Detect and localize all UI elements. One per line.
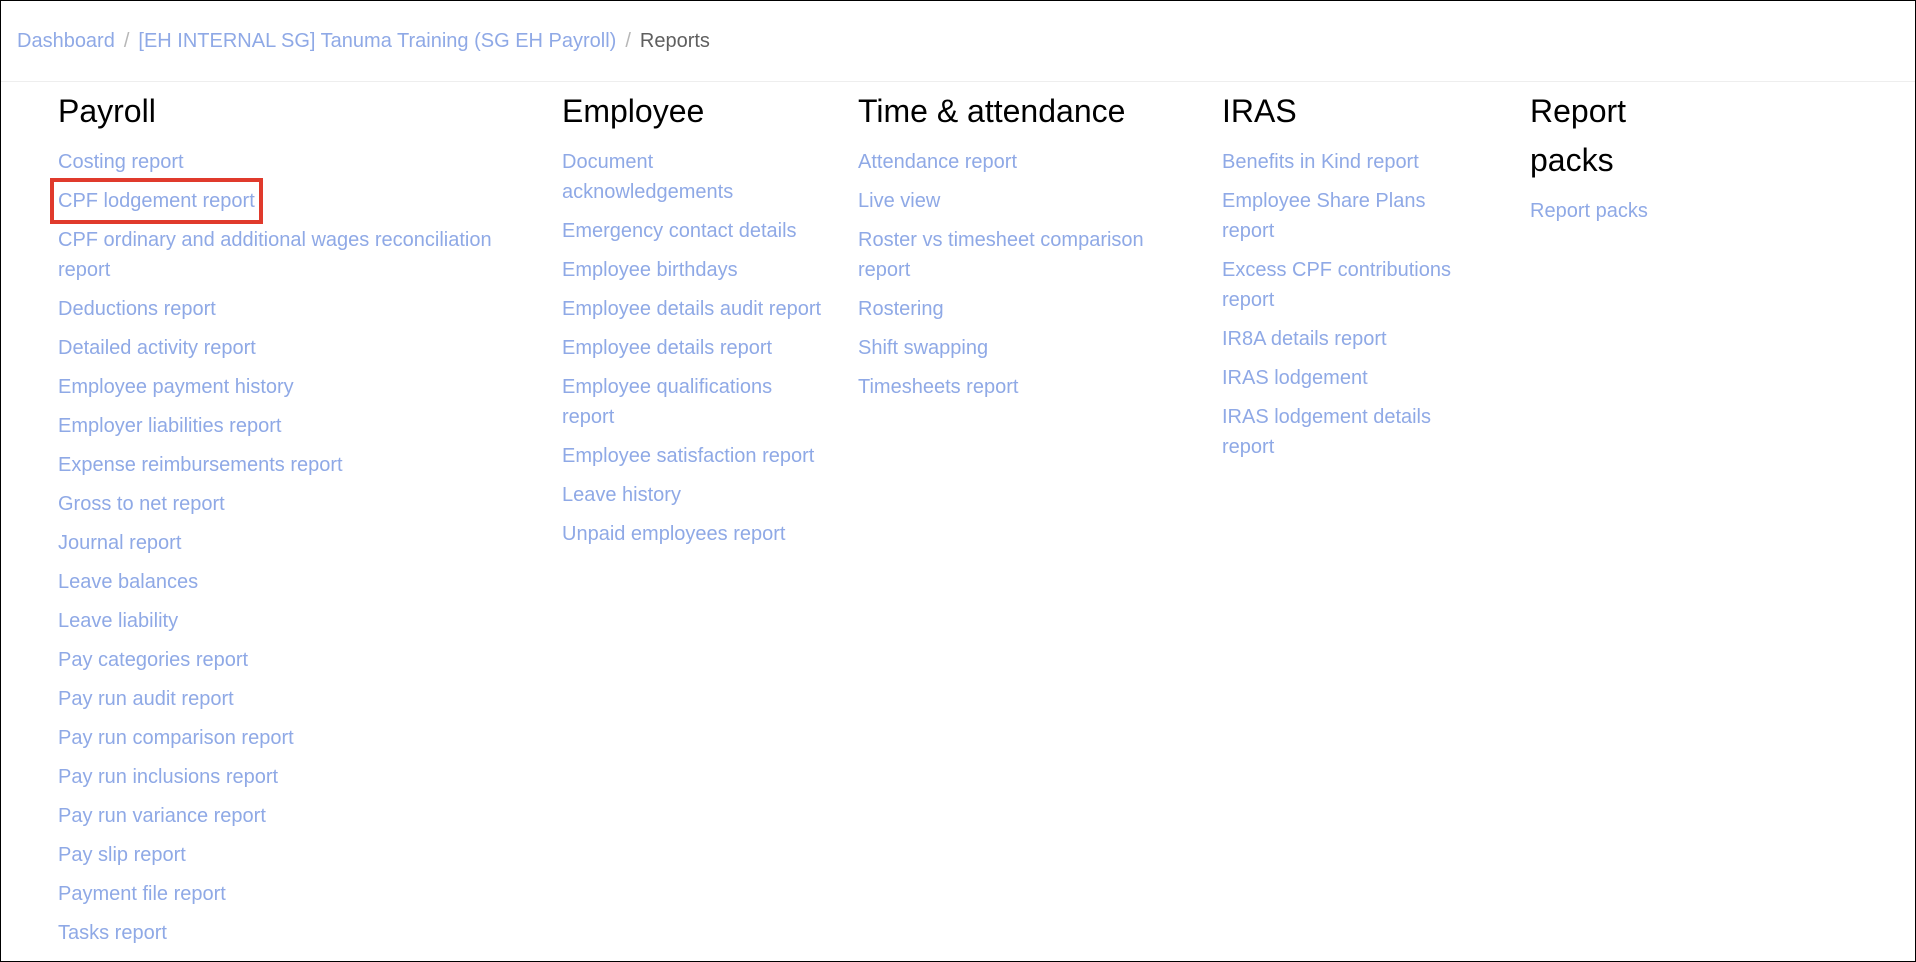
payroll-column (58, 87, 518, 957)
report-link-attendance[interactable]: Attendance report (858, 151, 1017, 173)
employee-heading: Employee (562, 93, 705, 129)
report-link-gross-to-net[interactable]: Gross to net report (58, 493, 225, 515)
payroll-report-list (58, 147, 518, 948)
report-link-shift-swapping[interactable]: Shift swapping (858, 337, 989, 359)
report-link-employee-birthdays[interactable]: Employee birthdays (562, 259, 738, 281)
report-link-emergency-contact-details[interactable]: Emergency contact details (562, 220, 797, 242)
report-link-unpaid-employees[interactable]: Unpaid employees report (562, 523, 786, 545)
report-link-costing[interactable]: Costing report (58, 151, 184, 173)
report-link-pay-slip[interactable]: Pay slip report (58, 844, 186, 866)
report-link-pay-run-variance[interactable]: Pay run variance report (58, 805, 266, 827)
time-attendance-column (858, 87, 1178, 411)
breadcrumb-separator: / (625, 29, 631, 52)
breadcrumb-business[interactable]: [EH INTERNAL SG] Tanuma Training (SG EH Payroll) (138, 29, 617, 52)
report-link-expense-reimbursements[interactable]: Expense reimbursements report (58, 454, 343, 476)
report-packs-column (1530, 87, 1700, 235)
report-link-employee-qualifications[interactable]: Employee qualifications report (562, 376, 773, 428)
report-link-pay-run-audit[interactable]: Pay run audit report (58, 688, 234, 710)
header-divider (1, 81, 1915, 82)
report-link-timesheets[interactable]: Timesheets report (858, 376, 1019, 398)
report-link-rostering[interactable]: Rostering (858, 298, 944, 320)
report-packs-list (1530, 196, 1700, 226)
report-link-employer-liabilities[interactable]: Employer liabilities report (58, 415, 282, 437)
report-link-tasks[interactable]: Tasks report (58, 922, 167, 944)
breadcrumb-current: Reports (639, 29, 710, 52)
report-link-ir8a-details[interactable]: IR8A details report (1222, 328, 1387, 350)
report-link-employee-share-plans[interactable]: Employee Share Plans report (1222, 190, 1426, 242)
report-link-live-view[interactable]: Live view (858, 190, 941, 212)
report-link-detailed-activity[interactable]: Detailed activity report (58, 337, 256, 359)
iras-report-list (1222, 147, 1482, 462)
report-link-journal[interactable]: Journal report (58, 532, 182, 554)
report-link-payment-file[interactable]: Payment file report (58, 883, 226, 905)
report-link-iras-lodgement[interactable]: IRAS lodgement (1222, 367, 1368, 389)
report-link-employee-satisfaction[interactable]: Employee satisfaction report (562, 445, 815, 467)
report-link-employee-details-audit[interactable]: Employee details audit report (562, 298, 822, 320)
report-link-deductions[interactable]: Deductions report (58, 298, 216, 320)
iras-heading: IRAS (1222, 93, 1297, 129)
report-link-cpf-wages-reconciliation[interactable]: CPF ordinary and additional wages reconciliation report (58, 229, 492, 281)
breadcrumb-separator: / (123, 29, 130, 52)
report-link-leave-liability[interactable]: Leave liability (58, 610, 179, 632)
payroll-heading: Payroll (58, 93, 156, 129)
time-attendance-report-list (858, 147, 1178, 402)
iras-column (1222, 87, 1482, 471)
report-link-excess-cpf-contributions[interactable]: Excess CPF contributions report (1222, 259, 1451, 311)
report-link-report-packs[interactable]: Report packs (1530, 200, 1648, 222)
report-link-leave-history[interactable]: Leave history (562, 484, 681, 506)
report-link-pay-run-comparison[interactable]: Pay run comparison report (58, 727, 294, 749)
employee-report-list (562, 147, 822, 549)
report-packs-heading: Report packs (1530, 93, 1627, 178)
time-attendance-heading: Time & attendance (858, 93, 1126, 129)
report-link-pay-categories[interactable]: Pay categories report (58, 649, 249, 671)
report-link-benefits-in-kind[interactable]: Benefits in Kind report (1222, 151, 1419, 173)
employee-column (562, 87, 822, 558)
report-link-cpf-lodgement[interactable]: CPF lodgement report (58, 186, 255, 216)
report-link-iras-lodgement-details[interactable]: IRAS lodgement details report (1222, 406, 1432, 458)
breadcrumb-dashboard[interactable]: Dashboard (17, 29, 115, 52)
report-link-document-acknowledgements[interactable]: Document acknowledgements (562, 151, 734, 203)
report-link-leave-balances[interactable]: Leave balances (58, 571, 199, 593)
report-link-pay-run-inclusions[interactable]: Pay run inclusions report (58, 766, 279, 788)
report-link-employee-details[interactable]: Employee details report (562, 337, 773, 359)
breadcrumb (17, 1, 710, 81)
report-link-roster-vs-timesheet[interactable]: Roster vs timesheet comparison report (858, 229, 1144, 281)
report-link-employee-payment-history[interactable]: Employee payment history (58, 376, 294, 398)
